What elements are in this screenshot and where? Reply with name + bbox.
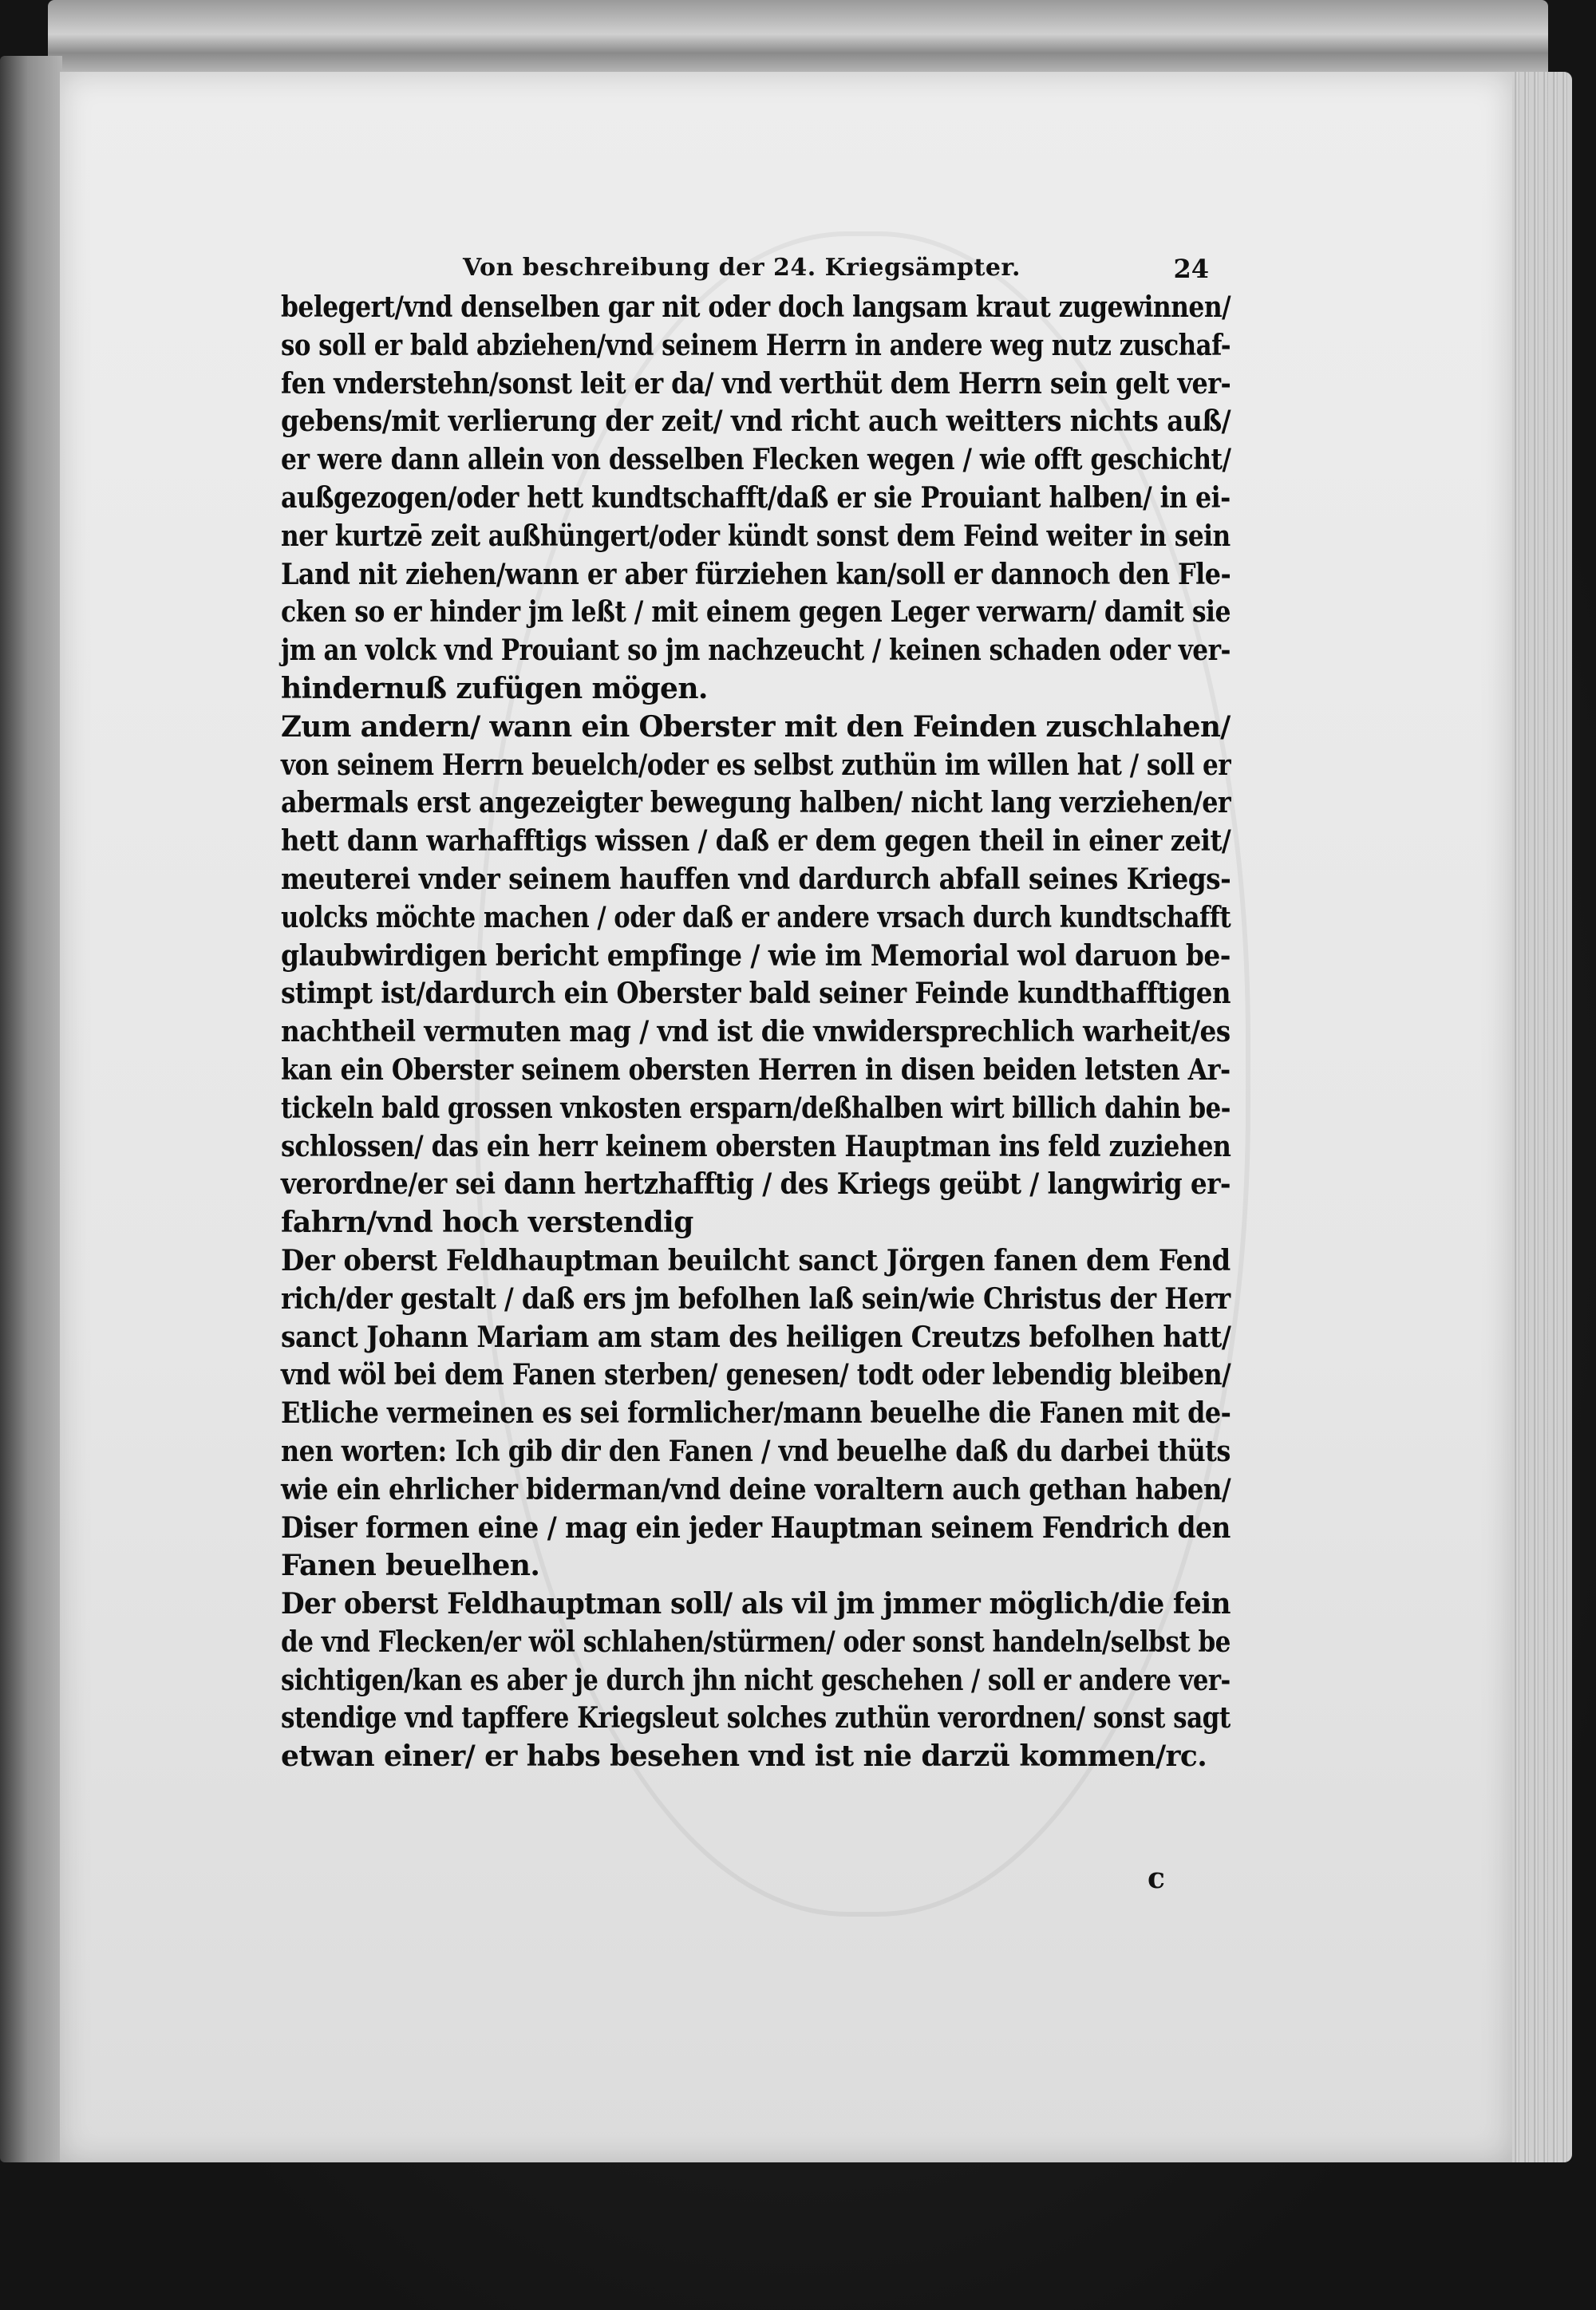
text-line: cken so er hinder jm leßt / mit einem gegen Leger verwarn/ damit sie [281,595,1231,630]
text-line: Zum andern/ wann ein Oberster mit den Feinden zuschlahen/ [281,709,1231,744]
book-top-edge [48,0,1548,76]
text-line: sichtigen/kan es aber je durch jhn nicht geschehen / soll er andere ver- [281,1663,1231,1697]
text-line: glaubwirdigen bericht empfinge / wie im Memorial wol daruon be- [281,938,1231,973]
text-line: von seinem Herrn beuelch/oder es selbst zuthün im willen hat / soll er [281,748,1231,782]
body-text [281,289,1231,1776]
text-line: kan ein Oberster seinem obersten Herren in disen beiden letsten Ar- [281,1052,1231,1087]
text-line: sanct Johann Mariam am stam des heiligen Creutzs befolhen hatt/ [281,1320,1231,1354]
text-line: rich/der gestalt / daß ers jm befolhen laß sein/wie Christus der Herr [281,1281,1231,1316]
text-line: de vnd Flecken/er wöl schlahen/stürmen/ oder sonst handeln/selbst be [281,1625,1231,1659]
text-line: ner kurtzē zeit außhüngert/oder kündt sonst dem Feind weiter in sein [281,519,1231,553]
left-page-edge [0,56,62,2162]
running-head: Von beschreibung der 24. Kriegsämpter. [463,254,1021,282]
text-line: nachtheil vermuten mag / vnd ist die vnwidersprechlich warheit/es [281,1015,1231,1049]
text-line: stendige vnd tapffere Kriegsleut solches zuthün verordnen/ sonst sagt [281,1701,1231,1735]
text-line: abermals erst angezeigter bewegung halben/ nicht lang verziehen/er [281,786,1231,820]
text-line: tickeln bald grossen vnkosten ersparn/deßhalben wirt billich dahin be- [281,1091,1231,1125]
text-line: meuterei vnder seinem hauffen vnd dardurch abfall seines Kriegs- [281,862,1231,896]
text-line: jm an volck vnd Prouiant so jm nachzeucht / keinen schaden oder ver- [281,634,1231,668]
text-line: vnd wöl bei dem Fanen sterben/ genesen/ todt oder lebendig bleiben/ [281,1358,1231,1392]
text-line: uolcks möchte machen / oder daß er andere vrsach durch kundtschafft [281,900,1231,934]
text-line: er were dann allein von desselben Flecken wegen / wie offt geschicht/ [281,443,1231,477]
text-line: fahrn/vnd hoch verstendig [281,1206,693,1240]
text-line: außgezogen/oder hett kundtschafft/daß er sie Prouiant halben/ in ei- [281,480,1231,515]
text-line: Diser formen eine / mag ein jeder Hauptman seinem Fendrich den [281,1510,1231,1545]
text-line: belegert/vnd denselben gar nit oder doch langsam kraut zugewinnen/ [281,290,1231,324]
text-line: verordne/er sei dann hertzhafftig / des Kriegs geübt / langwirig er- [281,1167,1231,1202]
text-line: Der oberst Feldhauptman beuilcht sanct Jörgen fanen dem Fend [281,1243,1231,1277]
catchword: c [1148,1862,1165,1895]
text-line: wie ein ehrlicher biderman/vnd deine voraltern auch gethan haben/ [281,1472,1231,1506]
text-line: hett dann warhafftigs wissen / daß er dem gegen theil in einer zeit/ [281,824,1231,859]
text-line: so soll er bald abziehen/vnd seinem Herrn in andere weg nutz zuschaf- [281,328,1231,362]
text-line: Etliche vermeinen es sei formlicher/mann beuelhe die Fanen mit de- [281,1396,1231,1431]
text-line: Land nit ziehen/wann er aber fürziehen kan/soll er dannoch den Fle- [281,557,1231,591]
text-line: hindernuß zufügen mögen. [281,671,708,705]
text-line: stimpt ist/dardurch ein Oberster bald seiner Feinde kundthafftigen [281,977,1231,1011]
text-line: fen vnderstehn/sonst leit er da/ vnd verthüt dem Herrn sein gelt ver- [281,366,1231,401]
text-line: Fanen beuelhen. [281,1549,540,1583]
text-line: nen worten: Ich gib dir den Fanen / vnd beuelhe daß du darbei thüts [281,1434,1231,1468]
text-line: Der oberst Feldhauptman soll/ als vil jm jmmer möglich/die fein [281,1587,1231,1621]
page-number: 24 [1173,254,1209,284]
text-line: schlossen/ das ein herr keinem obersten Hauptman ins feld zuziehen [281,1129,1231,1163]
text-line: gebens/mit verlierung der zeit/ vnd richt auch weitters nichts auß/ [281,405,1231,439]
text-line: etwan einer/ er habs besehen vnd ist nie darzü kommen/rc. [281,1739,1207,1774]
